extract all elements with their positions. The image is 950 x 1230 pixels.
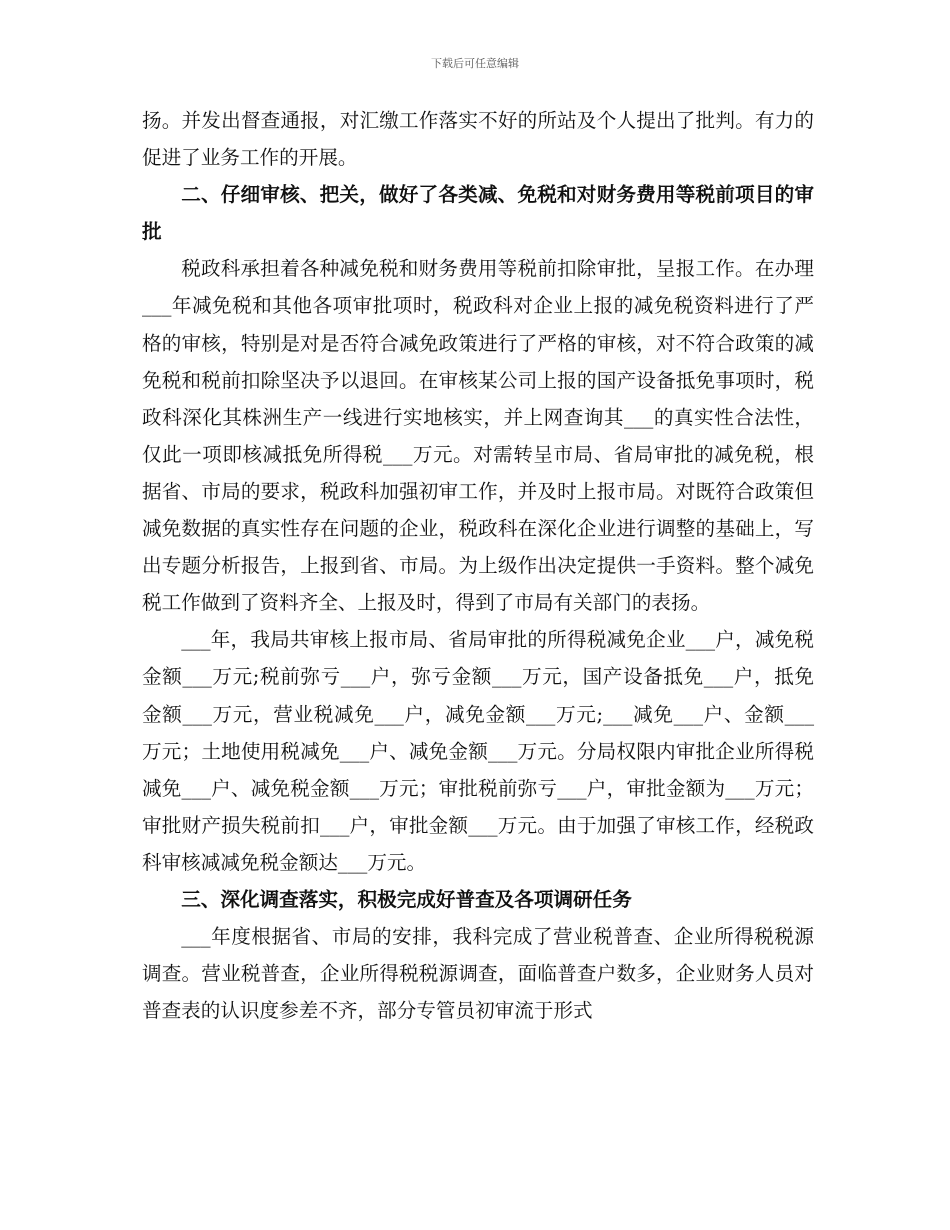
paragraph-3: ___年，我局共审核上报市局、省局审批的所得税减免企业___户，减免税金额___万元;税前弥亏___户，弥亏金额___万元，国产设备抵免___户，抵免金额___万元，营业税减免___户，减免金额___万元;___减免___户、金额___万元；土地使用税减免___户、减免金额___万元。分局权限内审批企业所得税减免___户、减免税金额___万元；审批税前弥亏___户，审批金额为___万元；审批财产损失税前扣___户，审批金额___万元。由于加强了审核工作，经税政科审核减减免税金额达___万元。 [142,628,814,874]
paragraph-1: 扬。并发出督查通报，对汇缴工作落实不好的所站及个人提出了批判。有力的促进了业务工作的开展。 [142,109,814,170]
paragraph-2: 税政科承担着各种减免税和财务费用等税前扣除审批，呈报工作。在办理___年减免税和其他各项审批项时，税政科对企业上报的减免税资料进行了严格的审核，特别是对是否符合减免政策进行了严格的审核，对不符合政策的减免税和税前扣除坚决予以退回。在审核某公司上报的国产设备抵免事项时，税政科深化其株洲生产一线进行实地核实，并上网查询其___的真实性合法性，仅此一项即核减抵免所得税___万元。对需转呈市局、省局审批的减免税，根据省、市局的要求，税政科加强初审工作，并及时上报市局。对既符合政策但减免数据的真实性存在问题的企业，税政科在深化企业进行调整的基础上，写出专题分析报告，上报到省、市局。为上级作出决定提供一手资料。整个减免税工作做到了资料齐全、上报及时，得到了市局有关部门的表扬。 [142,257,814,615]
section-heading-2: 二、仔细审核、把关，做好了各类减、免税和对财务费用等税前项目的审批 [142,183,814,244]
page-header: 下载后可任意编辑 [431,57,519,70]
paragraph-4: ___年度根据省、市局的安排，我科完成了营业税普查、企业所得税税源调查。营业税普查，企业所得税税源调查，面临普查户数多，企业财务人员对普查表的认识度参差不齐，部分专管员初审流于形式 [142,925,814,1023]
document-body [142,102,814,1029]
section-heading-3: 三、深化调查落实，积极完成好普查及各项调研任务 [181,887,632,911]
